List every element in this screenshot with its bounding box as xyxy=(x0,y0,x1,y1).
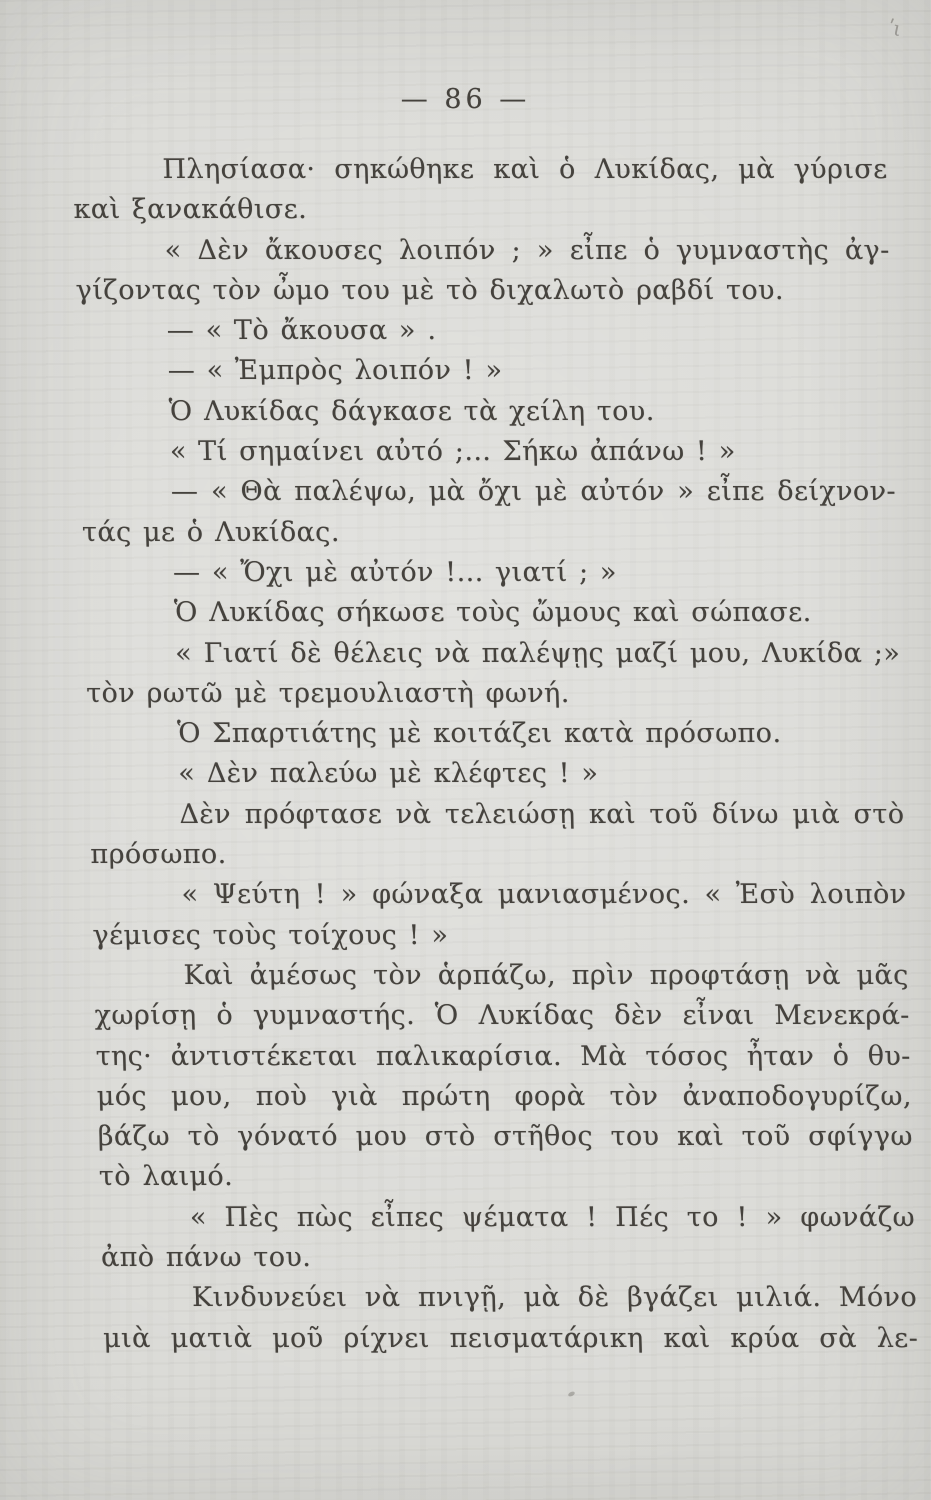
text-line: γέμισες τοὺς τοίχους ! » xyxy=(92,919,449,951)
text-line: Κινδυνεύει νὰ πνιγῇ, μὰ δὲ βγάζει μιλιά. Μόνο xyxy=(191,1282,918,1314)
text-line: — « Ὄχι μὲ αὐτόν !... γιατί ; » xyxy=(172,556,618,588)
scan-artifact-corner-mark: ʹι xyxy=(885,14,904,42)
text-line: χωρίσῃ ὁ γυμναστής. Ὁ Λυκίδας δὲν εἶναι Μενεκρά- xyxy=(94,1000,911,1032)
page-number: — 86 — xyxy=(400,84,531,115)
text-line: της· ἀντιστέκεται παλικαρίσια. Μὰ τόσος ἦταν ὁ θυ- xyxy=(95,1040,912,1072)
text-line: μιὰ ματιὰ μοῦ ρίχνει πεισματάρικη καὶ κρύα σὰ λε- xyxy=(102,1322,919,1354)
text-line: « Δὲν παλεύω μὲ κλέφτες ! » xyxy=(177,758,599,790)
text-line: μός μου, ποὺ γιὰ πρώτη φορὰ τὸν ἀναποδογυρίζω, xyxy=(96,1080,913,1112)
text-line: Ὁ Λυκίδας σήκωσε τοὺς ὤμους καὶ σώπασε. xyxy=(173,597,812,629)
text-line: « Ψεύτη ! » φώναξα μανιασμένος. « Ἐσὺ λοιπὸν xyxy=(181,879,907,911)
text-line: « Πὲς πὼς εἶπες ψέματα ! Πές το ! » φωνάζω xyxy=(189,1201,916,1233)
text-line: τὸν ρωτῶ μὲ τρεμουλιαστὴ φωνή. xyxy=(85,677,571,709)
text-line: « Δὲν ἄκουσες λοιπόν ; » εἶπε ὁ γυμναστὴς ἀγ- xyxy=(164,234,891,266)
text-line: πρόσωπο. xyxy=(90,839,227,871)
text-line: τὸ λαιμό. xyxy=(98,1161,234,1193)
text-line: ἀπὸ πάνω του. xyxy=(100,1242,312,1274)
text-line: — « Ἐμπρὸς λοιπόν ! » xyxy=(167,355,503,387)
text-block xyxy=(72,150,919,1359)
text-line: Ὁ Σπαρτιάτης μὲ κοιτάζει κατὰ πρόσωπο. xyxy=(176,718,782,750)
scan-artifact-ink-speck xyxy=(567,1391,575,1398)
text-line: βάζω τὸ γόνατό μου στὸ στῆθος του καὶ τοῦ σφίγγω xyxy=(97,1121,914,1153)
text-line: « Γιατί δὲ θέλεις νὰ παλέψῃς μαζί μου, Λυκίδα ;» xyxy=(174,637,901,669)
text-line: — « Τὸ ἄκουσα » . xyxy=(166,315,437,347)
text-line: Καὶ ἀμέσως τὸν ἁρπάζω, πρὶν προφτάσῃ νὰ μᾶς xyxy=(183,959,910,991)
text-line: τάς με ὁ Λυκίδας. xyxy=(81,516,341,548)
text-line: καὶ ξανακάθισε. xyxy=(73,194,308,226)
text-line: Πλησίασα· σηκώθηκε καὶ ὁ Λυκίδας, μὰ γύρισε xyxy=(162,154,888,185)
text-line: Ὁ Λυκίδας δάγκασε τὰ χείλη του. xyxy=(168,395,655,427)
text-line: Δὲν πρόφτασε νὰ τελειώσῃ καὶ τοῦ δίνω μιὰ στὸ xyxy=(178,798,905,830)
text-line: — « Θὰ παλέψω, μὰ ὄχι μὲ αὐτόν » εἶπε δείχνον- xyxy=(170,476,897,508)
text-line: γίζοντας τὸν ὦμο του μὲ τὸ διχαλωτὸ ραβδί του. xyxy=(75,274,785,306)
text-line: « Τί σημαίνει αὐτό ;... Σήκω ἀπάνω ! » xyxy=(169,436,737,468)
